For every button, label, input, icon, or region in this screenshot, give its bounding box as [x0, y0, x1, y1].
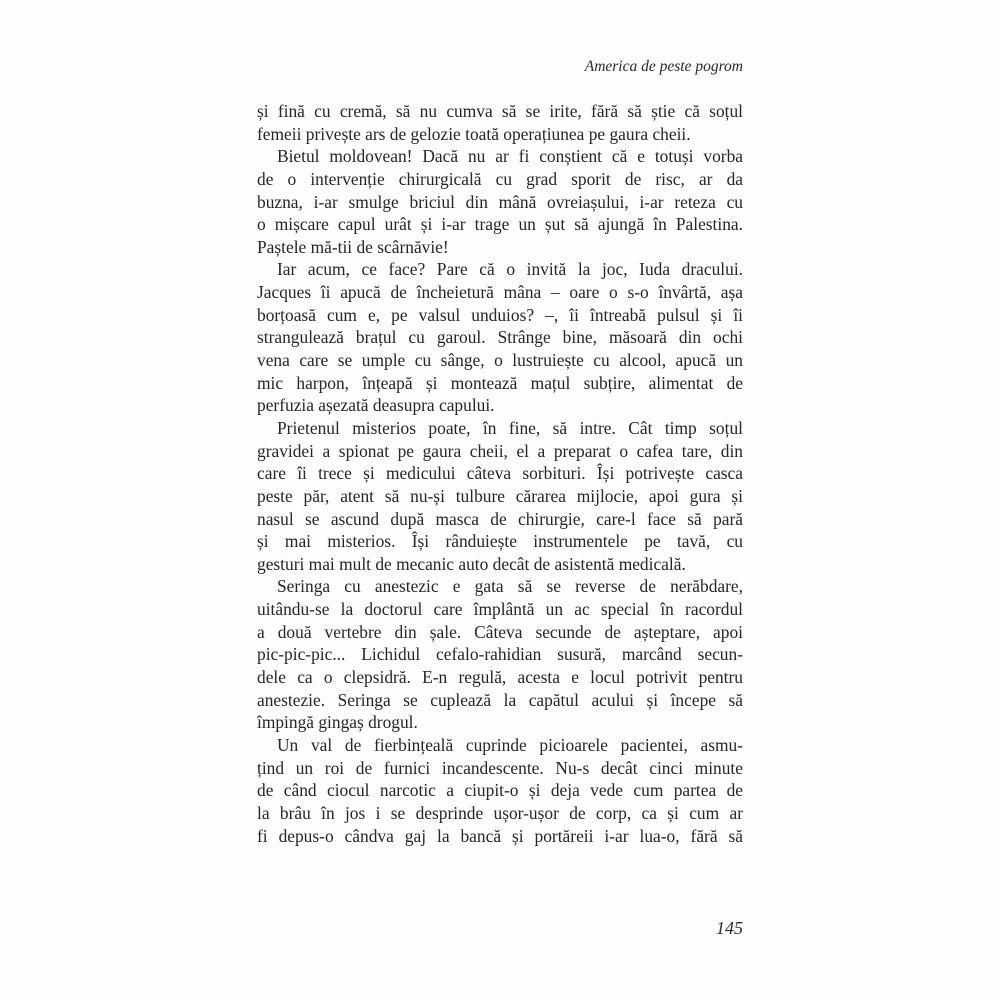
text-line: anestezie. Seringa se cuplează la capătul acului și începe să: [257, 689, 743, 710]
text-line: Jacques îi apucă de încheietură mâna – oare o s-o învârtă, așa: [257, 282, 743, 303]
text-line: de când ciocul narcotic a ciupit-o și deja vede cum partea de: [257, 780, 743, 801]
page-number: 145: [716, 918, 743, 938]
text-line: mic harpon, înțeapă și montează mațul subțire, alimentat de: [257, 372, 743, 393]
text-line: nasul se ascund după masca de chirurgie, care-l face să pară: [257, 508, 743, 529]
text-line: peste păr, atent să nu-și tulbure cărarea mijlocie, apoi gura și: [257, 485, 743, 506]
text-line: a două vertebre din șale. Câteva secunde de așteptare, apoi: [257, 621, 743, 642]
text-line: borțoasă cum e, pe valsul unduios? –, îi întreabă pulsul și îi: [257, 304, 743, 325]
text-line: strangulează brațul cu garoul. Strânge bine, măsoară din ochi: [257, 327, 743, 348]
text-line: Un val de fierbințeală cuprinde picioarele pacientei, asmu-: [277, 734, 743, 755]
text-line: uitându-se la doctorul care împlântă un ac special în racordul: [257, 599, 743, 620]
text-line: buzna, i-ar smulge briciul din mână ovreiașului, i-ar reteza cu: [257, 191, 743, 212]
text-line: și mai misterios. Își rânduiește instrumentele pe tavă, cu: [257, 531, 743, 552]
text-line: care îi trece și medicului câteva sorbituri. Își potrivește casca: [257, 463, 743, 484]
text-line: Iar acum, ce face? Pare că o invită la joc, Iuda dracului.: [277, 259, 743, 280]
text-line: o mișcare capul urât și i-ar trage un șut să ajungă în Palestina.: [257, 214, 743, 235]
text-line: țind un roi de furnici incandescente. Nu-s decât cinci minute: [257, 757, 743, 778]
text-line: împingă gingaș drogul.: [257, 712, 418, 733]
text-line: fi depus-o cândva gaj la bancă și portăreii i-ar lua-o, fără să: [257, 825, 743, 846]
body-text: [257, 100, 743, 847]
text-line: pic-pic-pic... Lichidul cefalo-rahidian susură, marcând secun-: [257, 644, 743, 665]
text-line: perfuzia așezată deasupra capului.: [257, 395, 495, 416]
text-line: la brâu în jos i se desprinde ușor-ușor de corp, ca și cum ar: [257, 802, 743, 823]
text-line: și fină cu cremă, să nu cumva să se irite, fără să știe că soțul: [257, 101, 743, 121]
text-line: vena care se umple cu sânge, o lustruiește cu alcool, apucă un: [257, 350, 743, 371]
text-line: Bietul moldovean! Dacă nu ar fi conștient că e totuși vorba: [277, 146, 743, 167]
text-line: dele ca o clepsidră. E-n regulă, acesta e locul potrivit pentru: [257, 667, 743, 688]
text-line: gesturi mai mult de mecanic auto decât de asistentă medicală.: [257, 553, 686, 574]
text-line: Seringa cu anestezic e gata să se reverse de nerăbdare,: [277, 576, 743, 597]
text-line: Prietenul misterios poate, în fine, să intre. Cât timp soțul: [277, 417, 743, 438]
text-line: gravidei a spionat pe gaura cheii, el a preparat o cafea tare, din: [257, 440, 743, 461]
text-line: Paștele mă-tii de scârnăvie!: [257, 236, 449, 257]
text-line: de o intervenție chirurgicală cu grad sporit de risc, ar da: [257, 168, 743, 189]
running-head: America de peste pogrom: [584, 58, 743, 75]
text-line: femeii privește ars de gelozie toată operațiunea pe gaura cheii.: [257, 123, 691, 144]
